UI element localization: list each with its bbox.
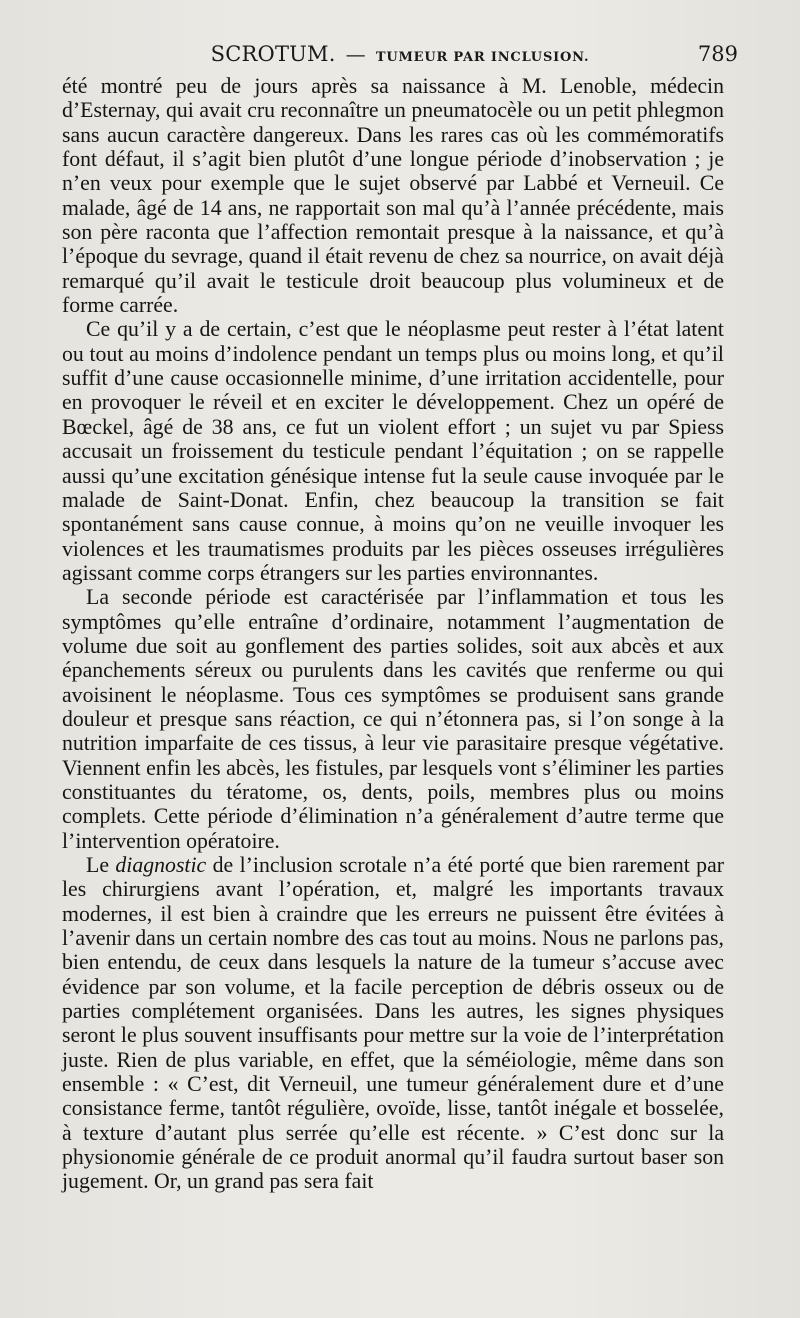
- paragraph-4-lead: Le: [86, 853, 116, 877]
- body-text: [62, 74, 724, 1194]
- page-number: 789: [697, 42, 738, 66]
- paragraph-4: [62, 853, 724, 1194]
- running-header: [62, 38, 738, 74]
- paragraph-3: La seconde période est caractérisée par l’inflammation et tous les symptômes qu’elle entraîne d’ordinaire, notamment l’augmentation de volume due soit au gonflement des parties solides, soit aux abcès et aux épanchements séreux ou purulents dans les cavités que renferme ou qui avoisinent le néoplasme. Tous ces symptômes se produisent sans grande douleur et presque sans réaction, ce qui n’étonnera pas, si l’on songe à la nutrition imparfaite de ces tissus, à leur vie parasitaire presque végétative. Viennent enfin les abcès, les fistules, par lesquels vont s’éliminer les parties constituantes du tératome, os, dents, poils, membres plus ou moins complets. Cette période d’élimination n’a généralement d’autre terme que l’intervention opératoire.: [62, 585, 724, 853]
- header-separator: —: [345, 42, 366, 66]
- paragraph-4-rest: de l’inclusion scrotale n’a été porté que bien rarement par les chirurgiens avant l’opération, et, malgré les importants travaux modernes, il est bien à craindre que les erreurs ne puissent être évitées à l’avenir dans un certain nombre des cas tout au moins. Nous ne parlons pas, bien entendu, de ceux dans lesquels la nature de la tumeur s’accuse avec évidence par son volume, et la facile perception de débris osseux ou de parties complétement organisées. Dans les autres, les signes physiques seront le plus souvent insuffisants pour mettre sur la voie de l’interprétation juste. Rien de plus variable, en effet, que la séméiologie, même dans son ensemble : « C’est, dit Verneuil, une tumeur généralement dure et d’une consistance ferme, tantôt régulière, ovoïde, lisse, tantôt inégale et bosselée, à texture d’autant plus serrée qu’elle est récente. » C’est donc sur la physionomie générale de ce produit anormal qu’il faudra surtout baser son jugement. Or, un grand pas sera fait: [62, 853, 724, 1194]
- diagnostic-emphasis: diagnostic: [115, 853, 207, 877]
- paragraph-2: Ce qu’il y a de certain, c’est que le néoplasme peut rester à l’état latent ou tout au moins d’indolence pendant un temps plus ou moins long, et qu’il suffit d’une cause occasionnelle minime, d’une irritation accidentelle, pour en provoquer le réveil et en exciter le développement. Chez un opéré de Bœckel, âgé de 38 ans, ce fut un violent effort ; un sujet vu par Spiess accusait un froissement du testicule pendant l’équitation ; on se rappelle aussi qu’une excitation génésique intense fut la seule cause invoquée par le malade de Saint-Donat. Enfin, chez beaucoup la transition se fait spontanément sans cause connue, à moins qu’on ne veuille invoquer les violences et les traumatismes produits par les pièces osseuses irrégulières agissant comme corps étrangers sur les parties environnantes.: [62, 317, 724, 585]
- header-center: [62, 42, 738, 66]
- header-subtitle: TUMEUR PAR INCLUSION.: [375, 50, 590, 65]
- header-title: SCROTUM.: [210, 42, 336, 66]
- paragraph-1: été montré peu de jours après sa naissance à M. Lenoble, médecin d’Esternay, qui avait cru reconnaître un pneumatocèle ou un petit phlegmon sans aucun caractère dangereux. Dans les rares cas où les commémoratifs font défaut, il s’agit bien plutôt d’une longue période d’inobservation ; je n’en veux pour exemple que le sujet observé par Labbé et Verneuil. Ce malade, âgé de 14 ans, ne rapportait son mal qu’à l’année précédente, mais son père raconta que l’affection remontait presque à la naissance, et qu’à l’époque du sevrage, quand il était revenu de chez sa nourrice, on avait déjà remarqué qu’il avait le testicule droit beaucoup plus volumineux et de forme carrée.: [62, 74, 724, 318]
